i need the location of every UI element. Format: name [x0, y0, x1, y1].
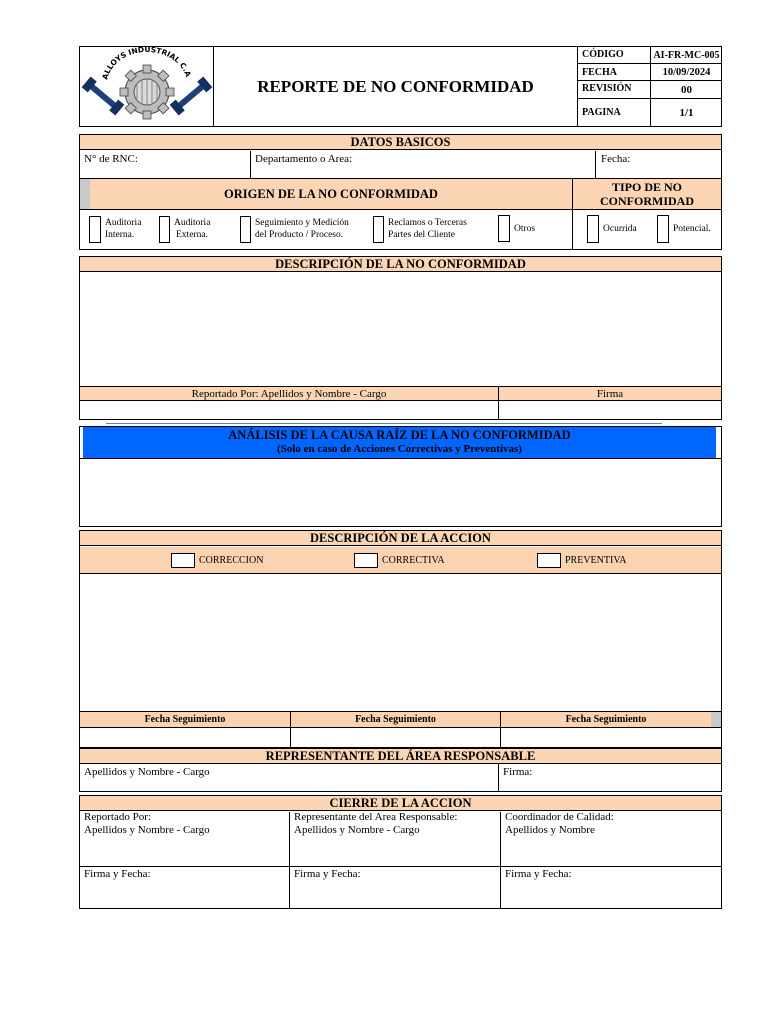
checkbox-reclamos[interactable] — [373, 216, 384, 243]
cierre-firma-3: Firma y Fecha: — [505, 868, 572, 880]
firma-label: Firma — [596, 387, 624, 400]
checkbox-seguimiento[interactable] — [240, 216, 251, 243]
analisis-title: ANÁLISIS DE LA CAUSA RAÍZ DE LA NO CONFORMIDAD — [228, 428, 571, 442]
meta-label-fecha: FECHA — [582, 67, 617, 78]
meta-value-codigo: AI-FR-MC-005 — [650, 46, 722, 64]
label-potencial: Potencial. — [673, 224, 711, 234]
descripcion-title: DESCRIPCIÓN DE LA NO CONFORMIDAD — [80, 257, 721, 272]
checkbox-otros[interactable] — [498, 215, 510, 242]
meta-value-pagina: 1/1 — [650, 99, 722, 127]
checkbox-preventiva[interactable] — [537, 553, 561, 568]
fecha-label: Fecha: — [601, 153, 631, 165]
analisis-textarea[interactable] — [80, 459, 721, 526]
meta-label-codigo: CÓDIGO — [582, 49, 624, 60]
seguimiento-label-3: Fecha Seguimiento — [565, 714, 647, 725]
checkbox-ocurrida[interactable] — [587, 215, 599, 243]
descripcion-textarea[interactable] — [80, 273, 721, 386]
page-title: REPORTE DE NO CONFORMIDAD — [214, 46, 578, 127]
meta-label-revision: REVISIÓN — [582, 83, 632, 94]
checkbox-auditoria-interna[interactable] — [89, 216, 101, 243]
meta-value-fecha: 10/09/2024 — [650, 64, 722, 81]
label-reclamos: Reclamos o Terceras Partes del Cliente — [388, 218, 467, 240]
seguimiento-input-1[interactable] — [80, 728, 290, 747]
accion-textarea[interactable] — [80, 574, 721, 711]
seguimiento-label-1: Fecha Seguimiento — [144, 714, 226, 725]
checkbox-correccion[interactable] — [171, 553, 195, 568]
logo-text: ALLOYS INDUSTRIAL C.A — [100, 46, 193, 81]
cierre-representante: Representante del Area Responsable: Apellidos y Nombre - Cargo — [294, 811, 458, 836]
representante-title: REPRESENTANTE DEL ÁREA RESPONSABLE — [80, 749, 721, 764]
reportado-input[interactable] — [80, 401, 498, 419]
departamento-label: Departamento o Area: — [255, 153, 353, 165]
analisis-subtitle: (Solo en caso de Acciones Correctivas y Preventivas) — [277, 443, 522, 455]
label-correccion: CORRECCION — [199, 555, 264, 566]
label-auditoria-interna: Auditoria Interna. — [105, 218, 142, 240]
label-seguimiento: Seguimiento y Medición del Producto / Proceso. — [255, 218, 349, 240]
seguimiento-input-3[interactable] — [501, 728, 721, 747]
label-correctiva: CORRECTIVA — [382, 555, 445, 566]
reportado-label: Reportado Por: Apellidos y Nombre - Cargo — [191, 387, 387, 400]
meta-table — [578, 46, 722, 127]
meta-value-revision: 00 — [650, 81, 722, 99]
firma-input[interactable] — [499, 401, 721, 419]
cierre-reportado: Reportado Por: Apellidos y Nombre - Cargo — [84, 811, 210, 836]
origen-title: ORIGEN DE LA NO CONFORMIDAD — [90, 179, 572, 209]
label-ocurrida: Ocurrida — [603, 224, 637, 234]
checkbox-correctiva[interactable] — [354, 553, 378, 568]
checkbox-potencial[interactable] — [657, 215, 669, 243]
seguimiento-input-2[interactable] — [291, 728, 500, 747]
representante-firma-label: Firma: — [503, 766, 533, 778]
datos-basicos-title: DATOS BASICOS — [80, 135, 721, 150]
accion-title: DESCRIPCIÓN DE LA ACCION — [80, 531, 721, 546]
logo-cell — [79, 46, 214, 127]
cierre-firma-1: Firma y Fecha: — [84, 868, 151, 880]
rnc-label: N° de RNC: — [84, 153, 138, 165]
meta-label-pagina: PAGINA — [582, 107, 621, 118]
analisis-header — [83, 427, 716, 458]
seguimiento-label-2: Fecha Seguimiento — [355, 714, 436, 725]
cierre-firma-2: Firma y Fecha: — [294, 868, 361, 880]
checkbox-auditoria-externa[interactable] — [159, 216, 170, 243]
cierre-title: CIERRE DE LA ACCION — [80, 796, 721, 811]
label-otros: Otros — [514, 224, 536, 234]
representante-nombre-label: Apellidos y Nombre - Cargo — [84, 766, 210, 778]
cierre-coordinador: Coordinador de Calidad: Apellidos y Nombre — [505, 811, 614, 836]
label-preventiva: PREVENTIVA — [565, 555, 627, 566]
tipo-title: TIPO DE NO CONFORMIDAD — [573, 179, 721, 209]
gear-bolts-logo — [79, 46, 214, 127]
label-auditoria-externa: Auditoria Externa. — [174, 218, 211, 240]
